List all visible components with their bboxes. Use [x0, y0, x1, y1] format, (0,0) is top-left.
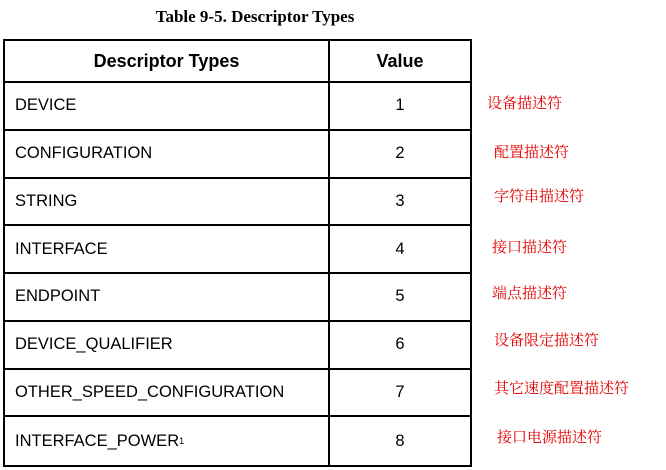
descriptor-value: 3: [395, 191, 405, 210]
table-header-row: [5, 41, 470, 83]
table-row: [5, 322, 470, 370]
descriptor-name: OTHER_SPEED_CONFIGURATION: [5, 370, 330, 416]
annotation-device-qualifier: 设备限定描述符: [494, 331, 600, 349]
descriptor-name: INTERFACE_POWER: [15, 431, 180, 450]
annotation-device: 设备描述符: [487, 94, 563, 112]
descriptor-value: 1: [395, 96, 405, 115]
header-descriptor-types: Descriptor Types: [5, 41, 330, 81]
descriptor-types-table: [3, 39, 472, 467]
table-row: [5, 274, 470, 322]
table-row: [5, 179, 470, 227]
table-row: [5, 417, 470, 465]
descriptor-name: DEVICE_QUALIFIER: [5, 322, 330, 368]
table-caption: Table 9-5. Descriptor Types: [155, 7, 355, 26]
table-row: [5, 370, 470, 418]
descriptor-value: 2: [395, 144, 405, 163]
annotation-configuration: 配置描述符: [494, 143, 570, 161]
annotation-other-speed-configuration: 其它速度配置描述符: [494, 379, 630, 397]
descriptor-name: ENDPOINT: [5, 274, 330, 320]
descriptor-value: 4: [395, 239, 405, 258]
table-row: [5, 226, 470, 274]
descriptor-name-cell: INTERFACE_POWER 1: [5, 417, 330, 465]
table-row: [5, 131, 470, 179]
descriptor-name: CONFIGURATION: [5, 131, 330, 177]
descriptor-value: 6: [395, 335, 405, 354]
descriptor-value: 8: [395, 431, 405, 450]
annotation-endpoint: 端点描述符: [492, 284, 568, 302]
annotation-interface-power: 接口电源描述符: [497, 428, 603, 446]
header-value: Value: [376, 50, 424, 71]
descriptor-value: 7: [395, 382, 405, 401]
table-row: [5, 83, 470, 131]
descriptor-value: 5: [395, 287, 405, 306]
annotation-interface: 接口描述符: [492, 238, 568, 256]
descriptor-name: STRING: [5, 179, 330, 225]
annotation-string: 字符串描述符: [494, 187, 585, 205]
descriptor-name: DEVICE: [5, 83, 330, 129]
descriptor-name: INTERFACE: [5, 226, 330, 272]
